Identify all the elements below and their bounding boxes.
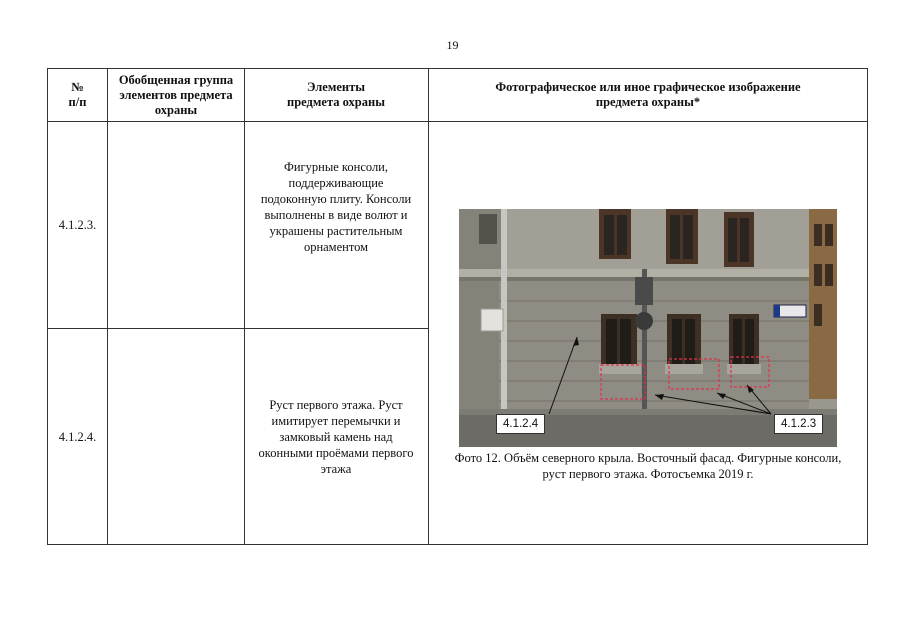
header-elements: Элементы предмета охраны <box>287 80 385 109</box>
facade-illustration <box>459 209 837 447</box>
row-1-element: Фигурные консоли, поддерживающие подоконную плиту. Консоли выполнены в виде волют и украшены растительным орнаментом <box>260 160 412 254</box>
row-2-group <box>108 329 244 545</box>
column-divider <box>428 69 429 544</box>
callout-4-1-2-4: 4.1.2.4 <box>496 414 545 434</box>
row-1-number: 4.1.2.3. <box>58 218 97 232</box>
column-divider <box>244 69 245 544</box>
header-image: Фотографическое или иное графическое изображение предмета охраны* <box>495 80 801 109</box>
header-num: № п/п <box>68 80 87 109</box>
page-number: 19 <box>446 38 459 52</box>
row-1-group <box>108 122 244 328</box>
callout-4-1-2-3: 4.1.2.3 <box>774 414 823 434</box>
row-2-element: Руст первого этажа. Руст имитирует перемычки и замковый камень над оконными проёмами первого этажа <box>258 398 414 476</box>
facade-photo <box>459 209 837 447</box>
protection-elements-table <box>47 68 868 545</box>
row-2-number: 4.1.2.4. <box>58 430 97 444</box>
photo-caption: Фото 12. Объём северного крыла. Восточный фасад. Фигурные консоли, руст первого этажа. Фотосъемка 2019 г. <box>454 451 842 481</box>
header-group: Обобщенная группа элементов предмета охраны <box>118 72 234 117</box>
